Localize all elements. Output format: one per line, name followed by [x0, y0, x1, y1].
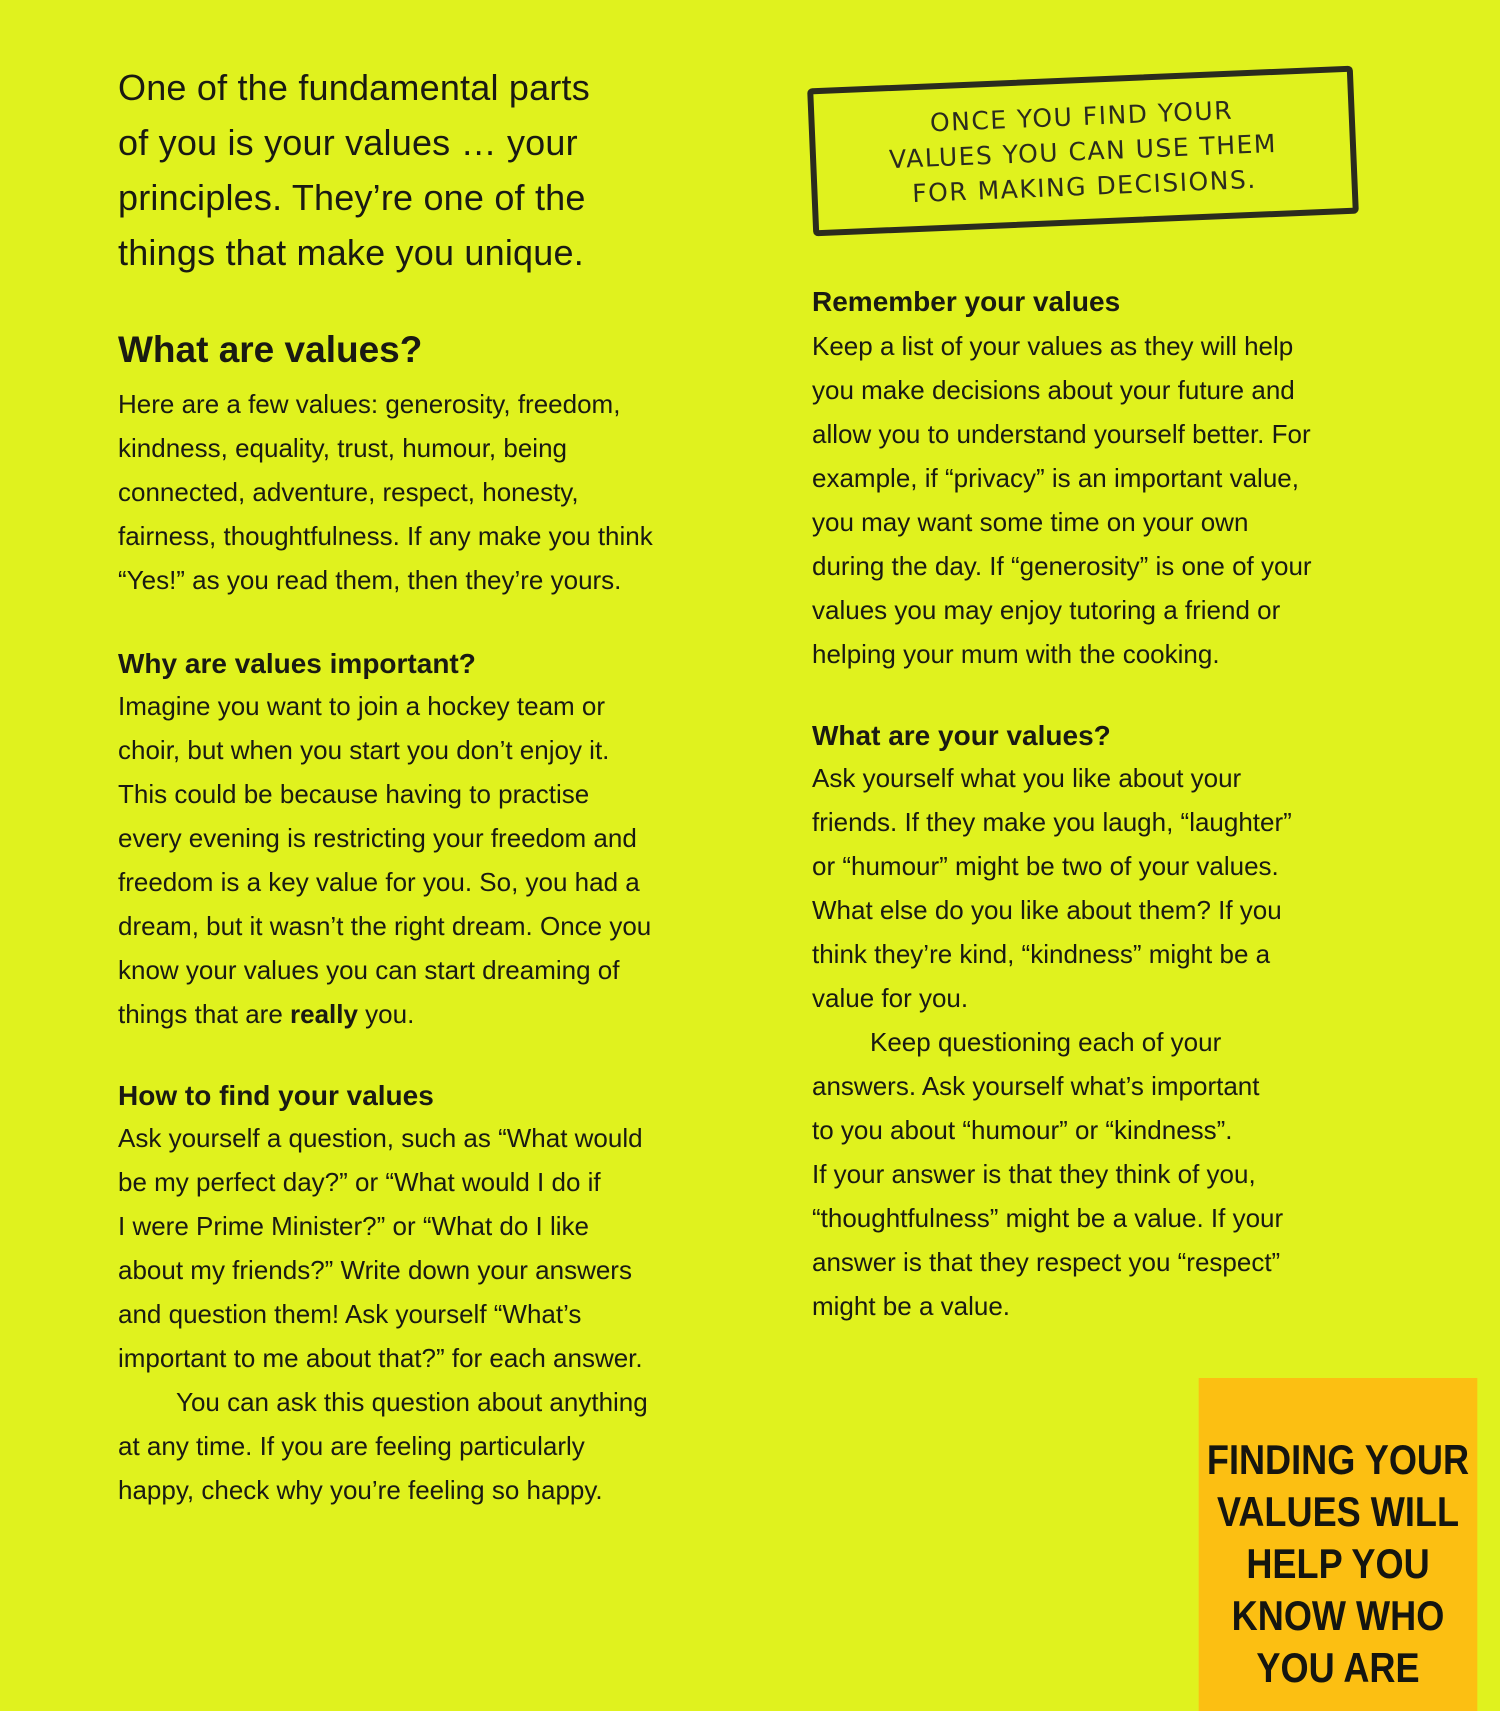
stamp-text [887, 90, 1279, 211]
stamp-line: FOR MAKING DECISIONS. [911, 164, 1258, 208]
stamp-line: ONCE YOU FIND YOUR [929, 95, 1234, 137]
text-line: you make decisions about your future and [812, 375, 1295, 405]
text-line: answer is that they respect you “respect” [812, 1247, 1281, 1277]
callout-line: FINDING YOUR [1206, 1436, 1470, 1483]
callout-line: HELP YOU [1246, 1540, 1430, 1587]
text-line: at any time. If you are feeling particularly [118, 1431, 585, 1461]
intro-paragraph [118, 60, 758, 280]
text-line: “Yes!” as you read them, then they’re yours. [118, 565, 622, 595]
text-line: If your answer is that they think of you, [812, 1159, 1256, 1189]
text-fragment: you. [357, 999, 415, 1029]
text-line: What else do you like about them? If you [812, 895, 1282, 925]
text-line: to you about “humour” or “kindness”. [812, 1115, 1233, 1145]
text-line: Imagine you want to join a hockey team or [118, 691, 606, 721]
why-important-paragraph [118, 684, 758, 1036]
text-line: friends. If they make you laugh, “laughter” [812, 807, 1292, 837]
why-important-heading: Why are values important? [118, 648, 476, 679]
text-line: Keep questioning each of your [870, 1027, 1222, 1057]
callout-line: KNOW WHO [1231, 1592, 1445, 1639]
remember-heading: Remember your values [812, 286, 1121, 317]
how-to-find-heading: How to find your values [118, 1080, 434, 1111]
text-line: helping your mum with the cooking. [812, 639, 1220, 669]
remember-paragraph [812, 324, 1412, 676]
text-line: about my friends?” Write down your answers [118, 1255, 632, 1285]
your-values-paragraph [812, 756, 1412, 1328]
text-line: important to me about that?” for each answer. [118, 1343, 643, 1373]
text-line: and question them! Ask yourself “What’s [118, 1299, 582, 1329]
your-values-heading: What are your values? [812, 720, 1111, 751]
text-line: connected, adventure, respect, honesty, [118, 477, 579, 507]
text-line: values you may enjoy tutoring a friend or [812, 595, 1281, 625]
text-line: value for you. [812, 983, 969, 1013]
callout-line: VALUES WILL [1216, 1488, 1460, 1535]
intro-line: things that make you unique. [118, 232, 584, 273]
text-line: dream, but it wasn’t the right dream. Once you [118, 911, 652, 941]
text-line: answers. Ask yourself what’s important [812, 1071, 1260, 1101]
stamp-box [807, 66, 1359, 237]
text-line: kindness, equality, trust, humour, being [118, 433, 567, 463]
text-line: happy, check why you’re feeling so happy. [118, 1475, 603, 1505]
what-are-values-heading: What are values? [118, 329, 423, 370]
text-fragment: things that are [118, 999, 290, 1029]
how-to-find-paragraph [118, 1116, 758, 1512]
text-line: be my perfect day?” or “What would I do if [118, 1167, 601, 1197]
text-line: Keep a list of your values as they will help [812, 331, 1294, 361]
text-line: during the day. If “generosity” is one of your [812, 551, 1312, 581]
text-line: I were Prime Minister?” or “What do I like [118, 1211, 590, 1241]
text-line: allow you to understand yourself better. For [812, 419, 1311, 449]
text-line: think they’re kind, “kindness” might be a [812, 939, 1271, 969]
text-line: This could be because having to practise [118, 779, 590, 809]
text-line: Ask yourself a question, such as “What would [118, 1123, 643, 1153]
text-line: freedom is a key value for you. So, you had a [118, 867, 640, 897]
text-line: fairness, thoughtfulness. If any make you think [118, 521, 653, 551]
stamp-line: VALUES YOU CAN USE THEM [888, 128, 1278, 174]
text-line: example, if “privacy” is an important value, [812, 463, 1299, 493]
text-line: choir, but when you start you don’t enjoy it. [118, 735, 610, 765]
text-line: every evening is restricting your freedom and [118, 823, 637, 853]
text-line: Ask yourself what you like about your [812, 763, 1242, 793]
text-line: or “humour” might be two of your values. [812, 851, 1279, 881]
text-line [118, 992, 758, 1036]
right-column [812, 282, 1412, 1328]
intro-line: One of the fundamental parts [118, 67, 590, 108]
text-line: “thoughtfulness” might be a value. If your [812, 1203, 1284, 1233]
text-line: Here are a few values: generosity, freedom, [118, 389, 621, 419]
callout-box [1199, 1378, 1478, 1711]
intro-line: principles. They’re one of the [118, 177, 586, 218]
callout-line: YOU ARE [1256, 1644, 1420, 1691]
intro-line: of you is your values … your [118, 122, 578, 163]
text-line: know your values you can start dreaming of [118, 955, 620, 985]
left-column [118, 60, 758, 1512]
emphasis-really: really [290, 999, 358, 1029]
text-line: you may want some time on your own [812, 507, 1249, 537]
text-line: might be a value. [812, 1291, 1011, 1321]
what-are-values-paragraph [118, 382, 758, 602]
text-line: You can ask this question about anything [176, 1387, 648, 1417]
